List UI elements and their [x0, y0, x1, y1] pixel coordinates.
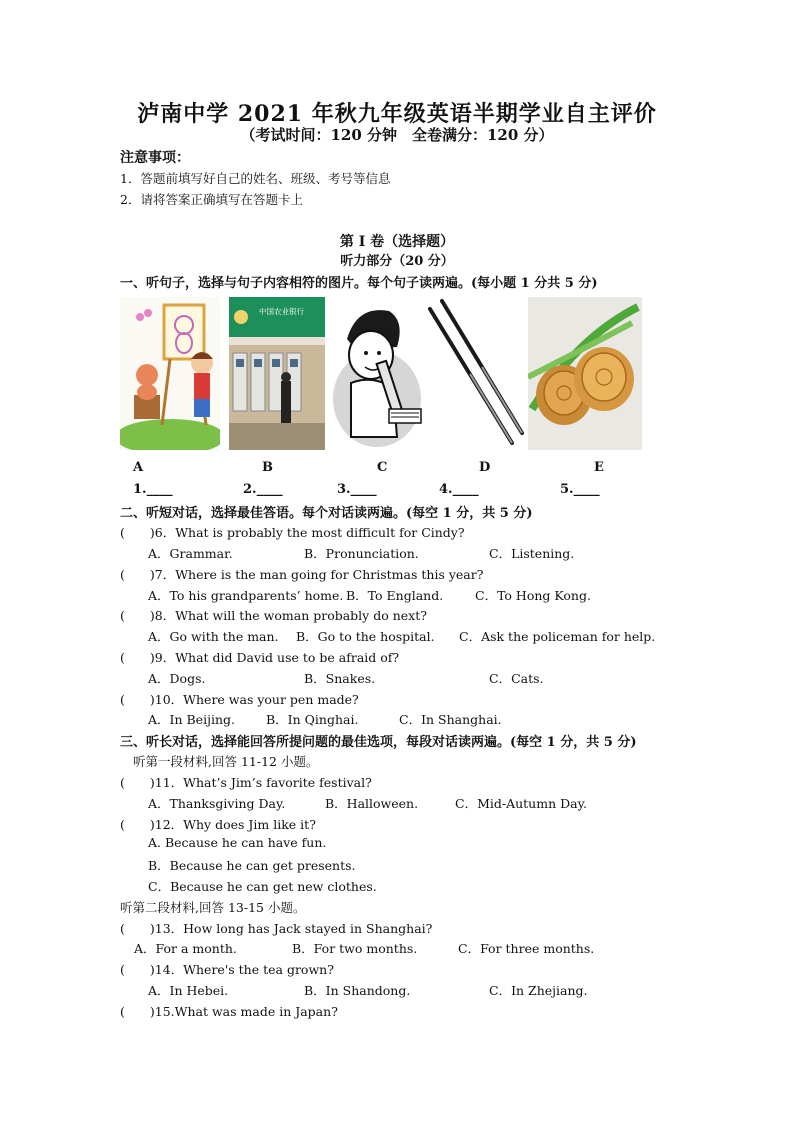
question-11: ( )11．What’s Jim’s favorite festival? — [120, 775, 372, 790]
option-6a[interactable]: A．Grammar. — [148, 546, 233, 561]
option-10b[interactable]: B．In Qinghai. — [266, 712, 359, 727]
option-10c[interactable]: C．In Shanghai. — [399, 712, 502, 727]
picture-label-c: C — [377, 460, 388, 475]
picture-label-a: A — [133, 460, 144, 475]
answer-blank-3[interactable]: 3.____ — [337, 482, 377, 497]
picture-a-children-painting — [120, 297, 220, 450]
section3-heading: 三、听长对话，选择能回答所提问题的最佳选项，每段对话读两遍。(每空 1 分，共 5 分) — [120, 735, 637, 750]
picture-c-boy-reading — [331, 297, 423, 450]
option-9b[interactable]: B．Snakes. — [304, 671, 376, 686]
picture-label-e: E — [594, 460, 604, 475]
notes-heading: 注意事项： — [120, 150, 190, 166]
exam-info: （考试时间：120 分钟 全卷满分：120 分） — [240, 126, 554, 144]
answer-blank-2[interactable]: 2.____ — [243, 482, 283, 497]
answer-blank-1[interactable]: 1.____ — [133, 482, 173, 497]
bank-sign-text: 中国农业银行 — [259, 307, 304, 316]
option-7c[interactable]: C．To Hong Kong. — [475, 588, 591, 603]
option-6b[interactable]: B．Pronunciation. — [304, 546, 419, 561]
question-8: ( )8．What will the woman probably do next? — [120, 608, 427, 623]
question-10: ( )10．Where was your pen made? — [120, 692, 359, 707]
option-9c[interactable]: C．Cats. — [489, 671, 544, 686]
question-13: ( )13．How long has Jack stayed in Shanghai? — [120, 921, 433, 936]
option-10a[interactable]: A．In Beijing. — [148, 712, 235, 727]
picture-label-b: B — [262, 460, 273, 475]
option-12a[interactable]: A. Because he can have fun. — [148, 835, 327, 850]
question-15: ( )15.What was made in Japan? — [120, 1004, 338, 1019]
picture-d-chopsticks — [428, 297, 524, 450]
option-9a[interactable]: A．Dogs. — [148, 671, 206, 686]
option-13b[interactable]: B．For two months. — [292, 941, 418, 956]
answer-blank-4[interactable]: 4.____ — [439, 482, 479, 497]
question-12: ( )12．Why does Jim like it? — [120, 817, 316, 832]
listening-heading: 听力部分（20 分） — [340, 254, 454, 269]
question-9: ( )9．What did David use to be afraid of? — [120, 650, 400, 665]
picture-b-bank-atm — [229, 297, 325, 450]
option-13c[interactable]: C．For three months. — [458, 941, 595, 956]
option-11b[interactable]: B．Halloween. — [325, 796, 419, 811]
picture-e-mooncakes — [528, 297, 642, 450]
option-6c[interactable]: C．Listening. — [489, 546, 575, 561]
picture-label-d: D — [479, 460, 491, 475]
option-8c[interactable]: C．Ask the policeman for help. — [459, 629, 656, 644]
material-2-instruction: 听第二段材料,回答 13-15 小题。 — [120, 900, 306, 915]
question-14: ( )14．Where's the tea grown? — [120, 962, 334, 977]
option-14a[interactable]: A．In Hebei. — [148, 983, 229, 998]
option-11a[interactable]: A．Thanksgiving Day. — [148, 796, 286, 811]
material-1-instruction: 听第一段材料,回答 11-12 小题。 — [133, 754, 319, 769]
section1-heading: 一、听句子，选择与句子内容相符的图片。每个句子读两遍。(每小题 1 分共 5 分) — [120, 276, 598, 291]
option-14c[interactable]: C．In Zhejiang. — [489, 983, 588, 998]
note-item: 2．请将答案正确填写在答题卡上 — [120, 192, 303, 207]
part-heading: 第 I 卷（选择题） — [339, 234, 455, 250]
section2-heading: 二、听短对话，选择最佳答语。每个对话读两遍。(每空 1 分，共 5 分) — [120, 506, 533, 521]
option-14b[interactable]: B．In Shandong. — [304, 983, 411, 998]
option-13a[interactable]: A．For a month. — [134, 941, 237, 956]
option-7b[interactable]: B．To England. — [346, 588, 444, 603]
option-7a[interactable]: A．To his grandparents’ home. — [148, 588, 344, 603]
question-6: ( )6．What is probably the most difficult for Cindy? — [120, 525, 465, 540]
option-12c[interactable]: C．Because he can get new clothes. — [148, 879, 377, 894]
note-item: 1．答题前填写好自己的姓名、班级、考号等信息 — [120, 171, 391, 186]
page-title: 泸南中学 2021 年秋九年级英语半期学业自主评价 — [137, 101, 657, 127]
answer-blank-5[interactable]: 5.____ — [560, 482, 600, 497]
option-11c[interactable]: C．Mid-Autumn Day. — [455, 796, 587, 811]
option-8a[interactable]: A．Go with the man. — [148, 629, 279, 644]
option-8b[interactable]: B．Go to the hospital. — [296, 629, 435, 644]
question-7: ( )7．Where is the man going for Christmas this year? — [120, 567, 484, 582]
option-12b[interactable]: B．Because he can get presents. — [148, 858, 356, 873]
